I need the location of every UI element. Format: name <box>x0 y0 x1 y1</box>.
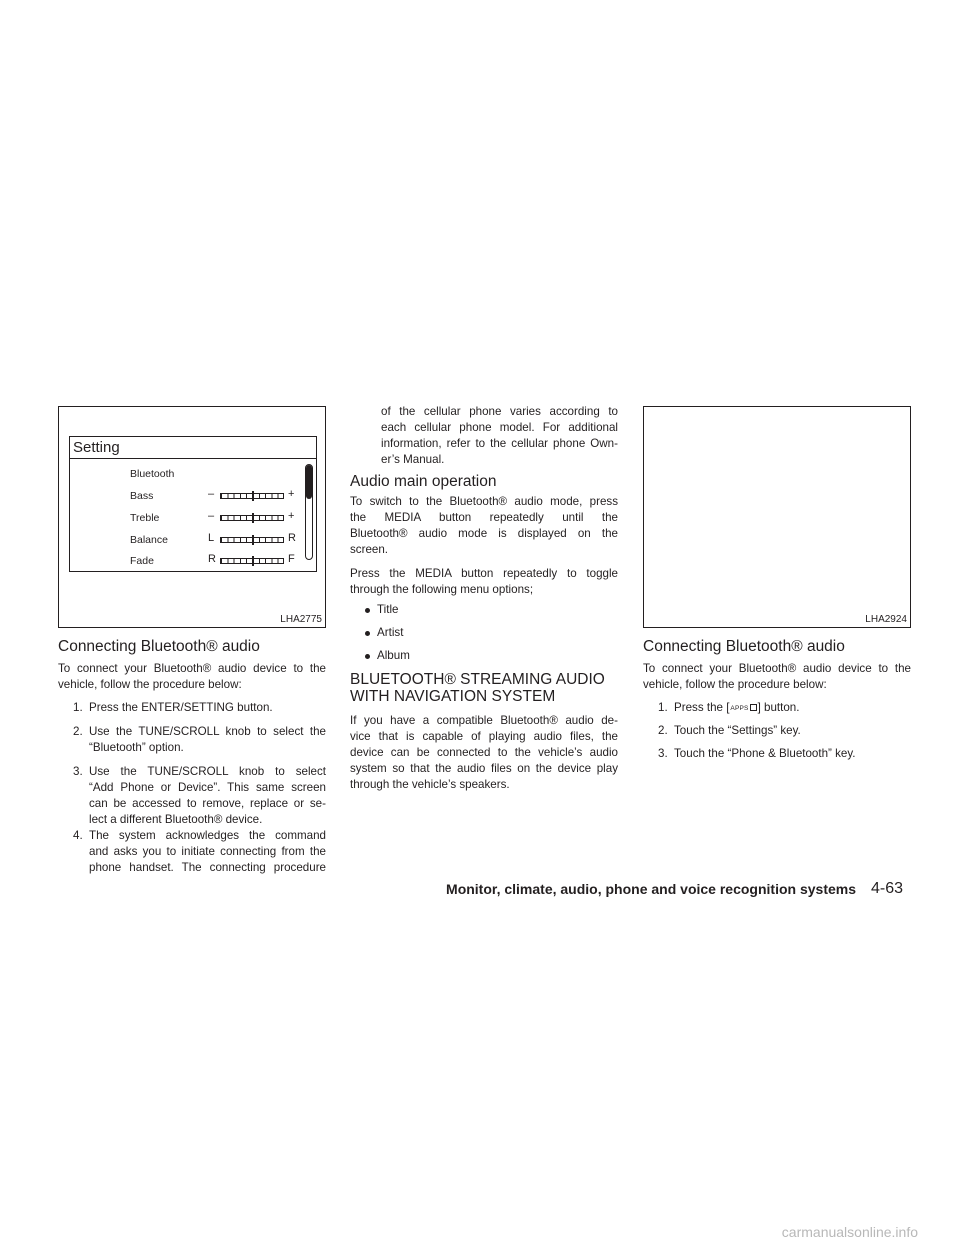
step-4-continued <box>350 404 618 468</box>
menu-row-label: Treble <box>130 512 160 524</box>
apps-button-icon <box>729 704 757 713</box>
step-number: 4. <box>73 829 83 842</box>
menu-row-balance <box>70 529 306 549</box>
bullet-icon <box>365 608 370 613</box>
text-line: information, refer to the cellular phone Own- <box>381 437 618 450</box>
text-line: screen. <box>350 543 389 556</box>
scrollbar-thumb <box>306 465 312 499</box>
footer-section-title: Monitor, climate, audio, phone and voice recognition systems <box>446 881 856 897</box>
text-line: vehicle, follow the procedure below: <box>58 678 242 691</box>
left-label: L <box>208 532 215 544</box>
menu-row-treble <box>70 507 306 527</box>
figure-label: LHA2775 <box>280 614 322 625</box>
figure-label: LHA2924 <box>865 614 907 625</box>
step-number: 2. <box>73 725 83 738</box>
step-3 <box>58 764 326 828</box>
menu-row-label: Bluetooth <box>130 468 175 480</box>
menu-row-bass <box>70 485 306 505</box>
step-number: 1. <box>658 701 668 714</box>
step-text-after: ] button. <box>757 701 800 714</box>
text-line: To connect your Bluetooth® audio device to the <box>58 662 326 675</box>
text-line: er’s Manual. <box>381 453 445 466</box>
text-line: If you have a compatible Bluetooth® audio de- <box>350 714 618 727</box>
section-heading-line: WITH NAVIGATION SYSTEM <box>350 688 556 705</box>
bullet-text: Album <box>377 649 410 662</box>
text-line: Press the ENTER/SETTING button. <box>89 701 273 714</box>
step-text-before: Press the [ <box>674 701 730 714</box>
text-line: vice that is capable of playing audio files, the <box>350 730 618 743</box>
section-heading-line: BLUETOOTH® STREAMING AUDIO <box>350 671 605 688</box>
text-line: system so that the audio files on the device play <box>350 762 618 775</box>
plus-icon: + <box>288 488 295 500</box>
text-line: through the following menu options; <box>350 583 534 596</box>
menu-row-label: Balance <box>130 534 168 546</box>
step-3 <box>643 746 911 762</box>
bullet-icon <box>365 654 370 659</box>
text-line: “Add Phone or Device”. This same screen <box>89 781 326 794</box>
step-number: 1. <box>73 701 83 714</box>
step-number: 3. <box>73 765 83 778</box>
settings-screen-figure <box>58 406 326 628</box>
watermark: carmanualsonline.info <box>781 1224 918 1240</box>
front-label: F <box>288 553 295 565</box>
text-line: the MEDIA button repeatedly until the <box>350 511 618 524</box>
treble-slider <box>220 515 284 521</box>
step-4 <box>58 828 326 876</box>
text-line: lect a different Bluetooth® device. <box>89 813 263 826</box>
text-line: “Bluetooth” option. <box>89 741 184 754</box>
heading-connecting-bluetooth: Connecting Bluetooth® audio <box>58 638 260 655</box>
text-line: Bluetooth® audio mode is displayed on the <box>350 527 618 540</box>
step-number: 3. <box>658 747 668 760</box>
fade-slider <box>220 558 284 564</box>
bullet-text: Title <box>377 603 399 616</box>
screen-scrollbar <box>305 464 313 560</box>
text-line: Use the TUNE/SCROLL knob to select <box>89 765 326 778</box>
page-footer <box>0 879 960 899</box>
step-1 <box>58 700 326 716</box>
text-line: Press the MEDIA button repeatedly to toggle <box>350 567 618 580</box>
heading-connecting-bluetooth-nav: Connecting Bluetooth® audio <box>643 638 845 655</box>
menu-row-bluetooth <box>70 463 306 483</box>
apps-glyph-text: APPS <box>730 705 749 712</box>
paragraph-compatible-device <box>350 713 618 793</box>
step-2 <box>643 723 911 739</box>
text-line: each cellular phone model. For additional <box>381 421 618 434</box>
text-line: To connect your Bluetooth® audio device to the <box>643 662 911 675</box>
text-line: phone handset. The connecting procedure <box>89 861 326 874</box>
right-label: R <box>288 532 296 544</box>
bullet-icon <box>365 631 370 636</box>
section-heading <box>350 671 618 705</box>
text-line: Touch the “Settings” key. <box>674 724 801 737</box>
bullet-text: Artist <box>377 626 404 639</box>
navigation-figure <box>643 406 911 628</box>
minus-icon: – <box>208 488 215 500</box>
screen-title: Setting <box>70 437 316 459</box>
heading-audio-main-operation: Audio main operation <box>350 473 497 490</box>
paragraph-toggle <box>350 566 618 598</box>
settings-screen <box>69 436 317 572</box>
text-line: and asks you to initiate connecting from the <box>89 845 326 858</box>
text-line: of the cellular phone varies according to <box>381 405 618 418</box>
step-number: 2. <box>658 724 668 737</box>
bass-slider <box>220 493 284 499</box>
page-number: 4-63 <box>870 880 903 897</box>
rear-label: R <box>208 553 216 565</box>
paragraph-switch-mode <box>350 494 618 558</box>
menu-row-label: Bass <box>130 490 154 502</box>
menu-row-label: Fade <box>130 555 154 567</box>
text-line <box>643 700 911 716</box>
step-2 <box>58 724 326 756</box>
balance-slider <box>220 537 284 543</box>
text-line: To switch to the Bluetooth® audio mode, press <box>350 495 618 508</box>
menu-row-fade <box>70 550 306 570</box>
intro-paragraph <box>58 661 326 693</box>
plus-icon: + <box>288 510 295 522</box>
text-line: vehicle, follow the procedure below: <box>643 678 827 691</box>
step-1 <box>643 700 911 716</box>
text-line: through the vehicle’s speakers. <box>350 778 510 791</box>
text-line: can be accessed to remove, replace or se- <box>89 797 326 810</box>
intro-paragraph <box>643 661 911 693</box>
minus-icon: – <box>208 510 215 522</box>
text-line: The system acknowledges the command <box>89 829 326 842</box>
text-line: device can be connected to the vehicle’s audio <box>350 746 618 759</box>
text-line: Touch the “Phone & Bluetooth” key. <box>674 747 856 760</box>
text-line: Use the TUNE/SCROLL knob to select the <box>89 725 326 738</box>
